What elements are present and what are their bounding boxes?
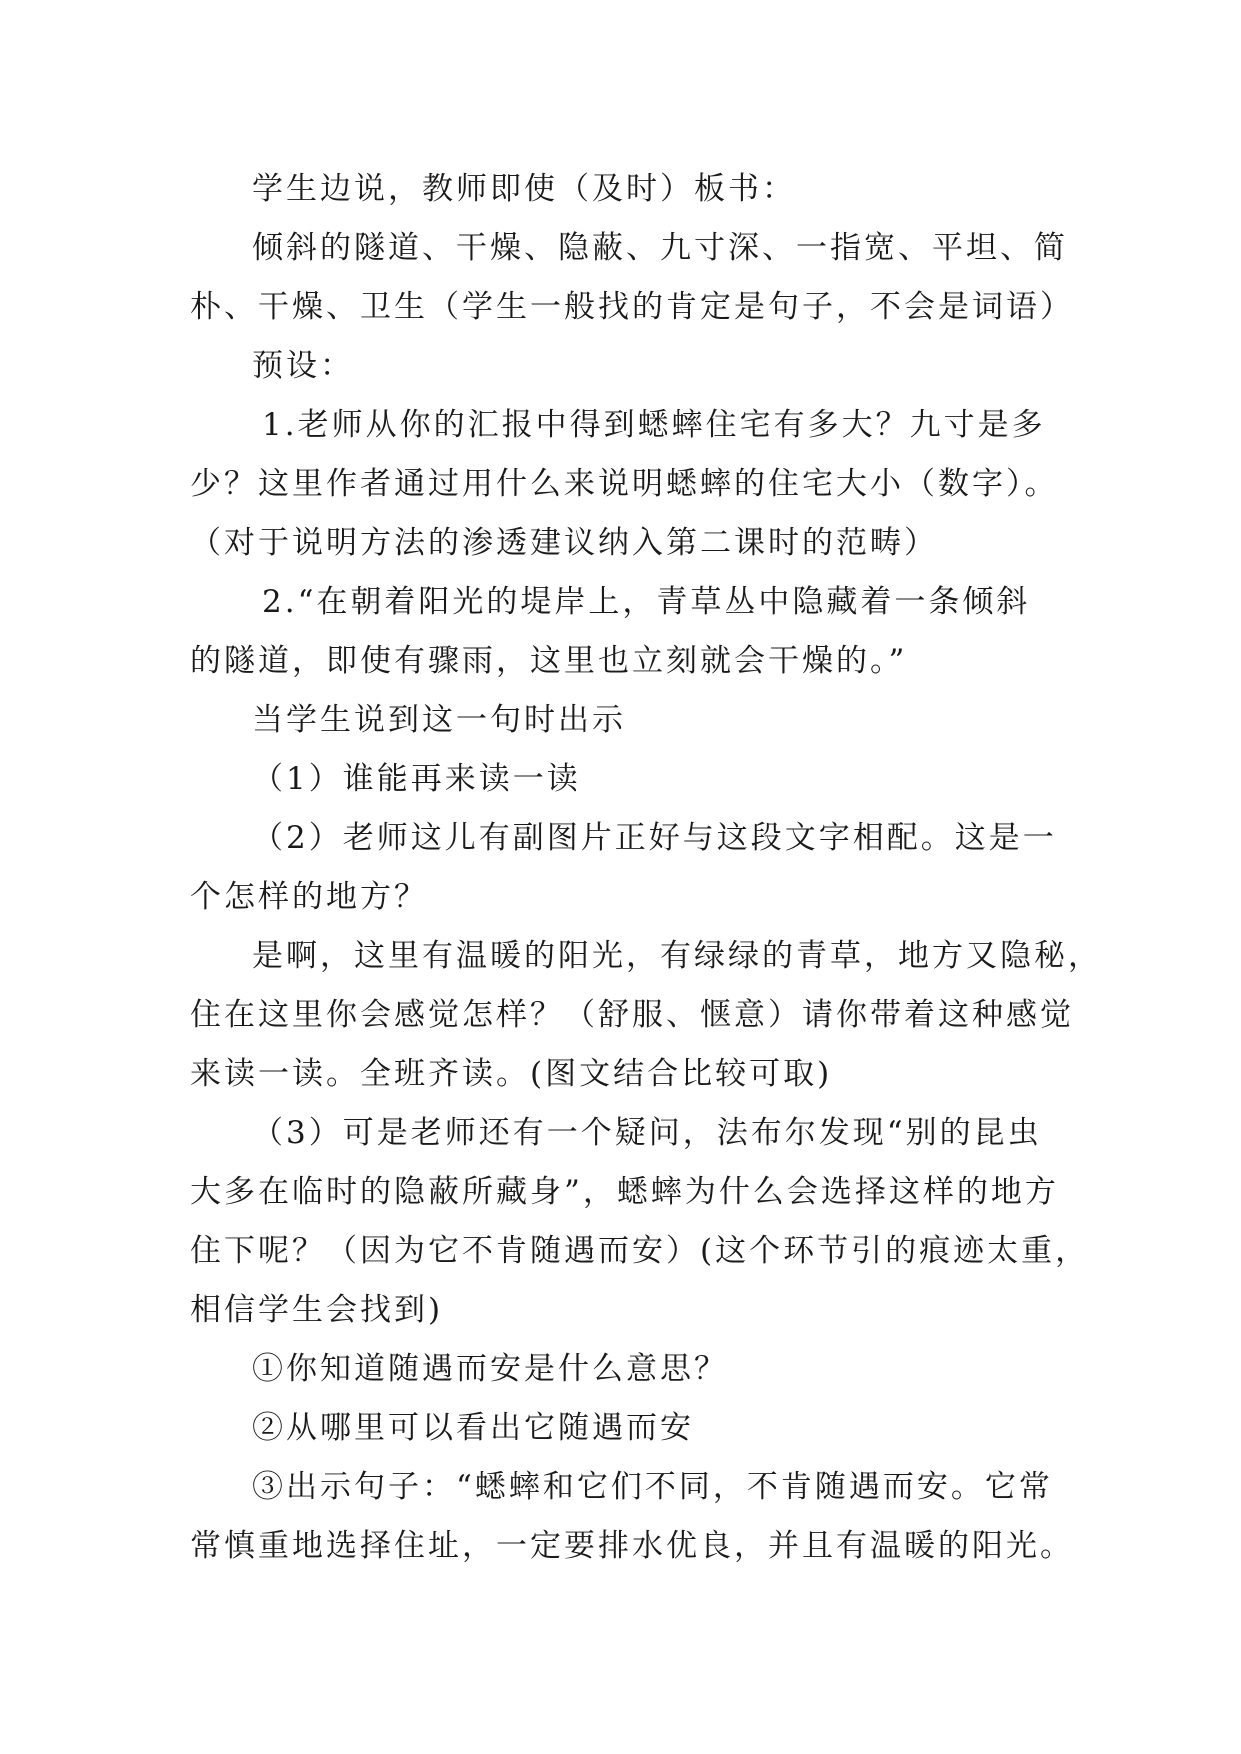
paragraph-line: （1）谁能再来读一读 [252,761,581,797]
paragraph-line: 住下呢？（因为它不肯随遇而安）(这个环节引的痕迹太重， [190,1233,1090,1269]
paragraph-line: 相信学生会找到) [190,1292,444,1328]
paragraph-line: 1.老师从你的汇报中得到蟋蟀住宅有多大？九寸是多 [262,407,1046,443]
paragraph-line: ③出示句子：“蟋蟀和它们不同，不肯随遇而安。它常 [252,1469,1053,1505]
paragraph-line: ①你知道随遇而安是什么意思？ [252,1351,728,1387]
paragraph-line: 学生边说，教师即使（及时）板书： [252,171,796,207]
paragraph-line: 倾斜的隧道、干燥、隐蔽、九寸深、一指宽、平坦、简 [252,230,1068,266]
paragraph-line: 是啊，这里有温暖的阳光，有绿绿的青草，地方又隐秘， [252,938,1102,974]
paragraph-line: （对于说明方法的渗透建议纳入第二课时的范畴） [190,525,938,561]
paragraph-line: 的隧道，即使有骤雨，这里也立刻就会干燥的。” [190,643,908,679]
paragraph-line: （3）可是老师还有一个疑问，法布尔发现“别的昆虫 [252,1115,1042,1151]
paragraph-line: 常慎重地选择住址，一定要排水优良，并且有温暖的阳光。 [190,1528,1074,1564]
paragraph-line: 住在这里你会感觉怎样？（舒服、惬意）请你带着这种感觉 [190,997,1074,1033]
paragraph-line: 来读一读。全班齐读。(图文结合比较可取) [190,1056,833,1092]
paragraph-line: 大多在临时的隐蔽所藏身”，蟋蟀为什么会选择这样的地方 [190,1174,1059,1210]
paragraph-line: 少？这里作者通过用什么来说明蟋蟀的住宅大小（数字）。 [190,466,1059,502]
paragraph-line: 朴、干燥、卫生（学生一般找的肯定是句子，不会是词语） [190,289,1074,325]
paragraph-line: 2.“在朝着阳光的堤岸上，青草丛中隐藏着一条倾斜 [262,584,1031,620]
paragraph-line: ②从哪里可以看出它随遇而安 [252,1410,694,1446]
document-body [190,160,1102,1576]
paragraph-line: 个怎样的地方？ [190,879,428,915]
paragraph-line: 当学生说到这一句时出示 [252,702,626,738]
paragraph-line: 预设： [252,348,354,384]
paragraph-line: （2）老师这儿有副图片正好与这段文字相配。这是一 [252,820,1057,856]
